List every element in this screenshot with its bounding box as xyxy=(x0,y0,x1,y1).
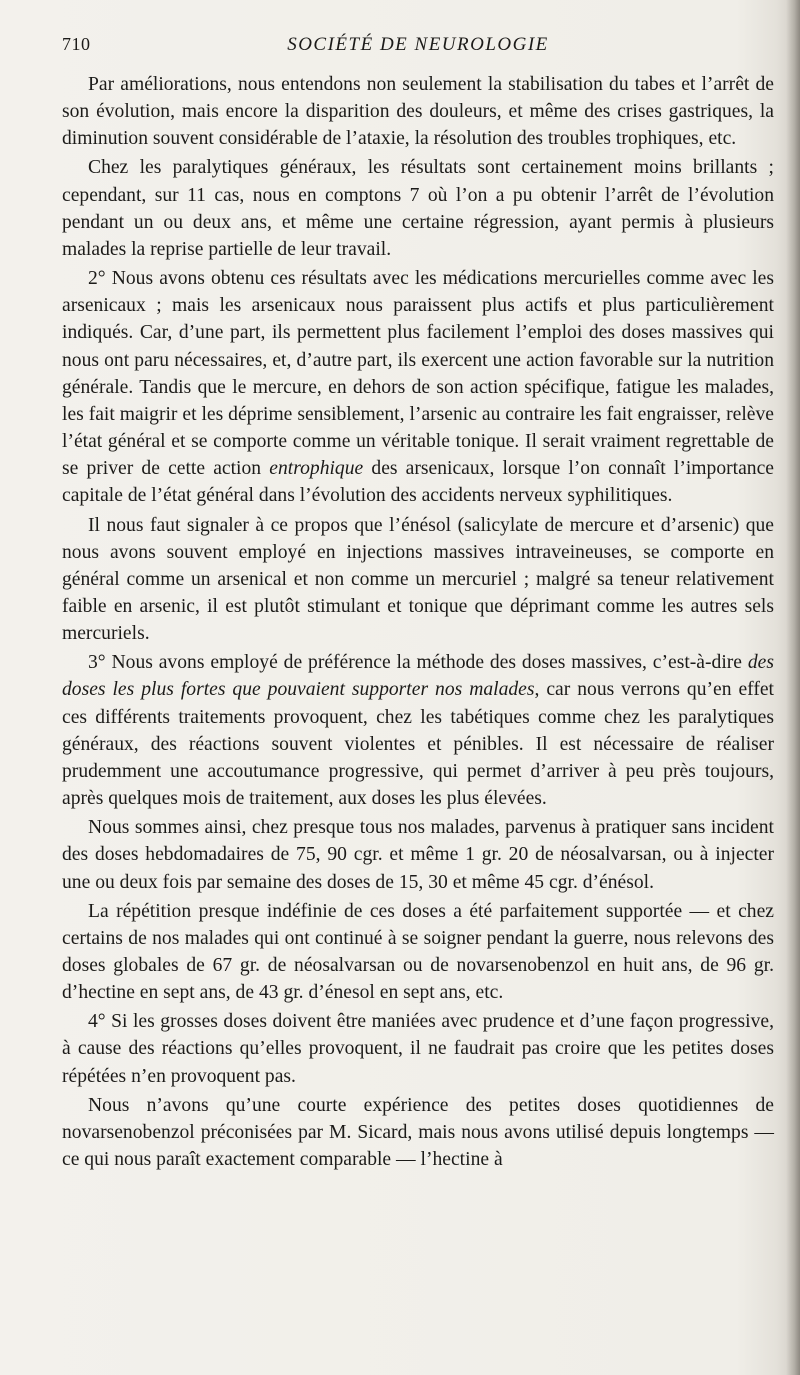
paragraph-text: , car nous verrons qu’en effet ces différents traitements provoquent, chez les tabétiques comme chez les paralytiques généraux, des réactions souvent violentes et pénibles. Il est nécessaire de réaliser prudemment une accoutumance progressive, qui permet d’arriver à peu près toujours, après quelques mois de traitement, aux doses les plus élevées. xyxy=(62,679,774,810)
italic-phrase: des doses les plus fortes que pouvaient supporter nos malades xyxy=(62,652,774,701)
paragraph-text: 2° Nous avons obtenu ces résultats avec les médications mercurielles comme avec les arsenicaux ; mais les arsenicaux nous paraissent plus actifs et plus particulièrement indiqués. Car, d’une part, ils permettent plus facilement l’emploi des doses massives qui nous ont paru nécessaires, et, d’autre part, ils exercent une action favorable sur la nutrition générale. Tandis que le mercure, en dehors de son action spécifique, fatigue les malades, les fait maigrir et les déprime sensiblement, l’arsenic au contraire les fait engraisser, relève l’état général et se comporte comme un véritable tonique. Il serait vraiment regrettable de se priver de cette action xyxy=(62,268,774,480)
italic-term: entrophique xyxy=(269,458,364,480)
body-text xyxy=(62,71,774,1173)
page-number: 710 xyxy=(62,34,91,54)
paragraph-point-3 xyxy=(62,649,774,812)
paragraph-doses-hebdomadaires: Nous sommes ainsi, chez presque tous nos malades, parvenus à pratiquer sans incident des doses hebdomadaires de 75, 90 cgr. et même 1 gr. 20 de néosalvarsan, ou à injecter une ou deux fois par semaine des doses de 15, 30 et même 45 cgr. d’énésol. xyxy=(62,817,774,893)
running-title: SOCIÉTÉ DE NEUROLOGIE xyxy=(287,34,549,55)
paragraph-text: 3° Nous avons employé de préférence la méthode des doses massives, c’est-à-dire xyxy=(88,652,748,674)
paragraph-point-4: 4° Si les grosses doses doivent être maniées avec prudence et d’une façon progressive, à cause des réactions qu’elles provoquent, il ne faudrait pas croire que les petites doses répétées n’en provoquent pas. xyxy=(62,1011,774,1087)
paragraph-text: des arsenicaux, lorsque l’on connaît l’importance capitale de l’état général dans l’évolution des accidents nerveux syphilitiques. xyxy=(62,458,774,507)
paragraph-enesol: Il nous faut signaler à ce propos que l’énésol (salicylate de mercure et d’arsenic) que nous avons souvent employé en injections massives intraveineuses, se comporte en général comme un arsenical et non comme un mercuriel ; malgré sa teneur relativement faible en arsenic, il est plutôt stimulant et tonique que déprimant comme les autres sels mercuriels. xyxy=(62,514,774,645)
paragraph-ameliorations: Par améliorations, nous entendons non seulement la stabilisation du tabes et l’arrêt de son évolution, mais encore la disparition des douleurs, et même des crises gastriques, la diminution souvent considérable de l’ataxie, la résolution des troubles trophiques, etc. xyxy=(62,74,774,150)
paragraph-paralytiques: Chez les paralytiques généraux, les résultats sont certainement moins brillants ; cependant, sur 11 cas, nous en comptons 7 où l’on a pu obtenir l’arrêt de l’évolution pendant un ou deux ans, et même une certaine régression, ayant permis à plusieurs malades la reprise partielle de leur travail. xyxy=(62,157,774,260)
page-header xyxy=(62,30,774,60)
paragraph-petites-doses: Nous n’avons qu’une courte expérience des petites doses quotidiennes de novarsenobenzol préconisées par M. Sicard, mais nous avons utilisé depuis longtemps — ce qui nous paraît exactement comparable — l’hectine à xyxy=(62,1094,774,1171)
page-edge-shadow xyxy=(786,0,800,1375)
paragraph-repetition: La répétition presque indéfinie de ces doses a été parfaitement supportée — et chez certains de nos malades qui ont continué à se soigner pendant la guerre, nous relevons des doses globales de 67 gr. de néosalvarsan ou de novarsenobenzol en huit ans, de 96 gr. d’hectine en sept ans, de 43 gr. d’énesol en sept ans, etc. xyxy=(62,900,774,1004)
paragraph-point-2 xyxy=(62,265,774,509)
